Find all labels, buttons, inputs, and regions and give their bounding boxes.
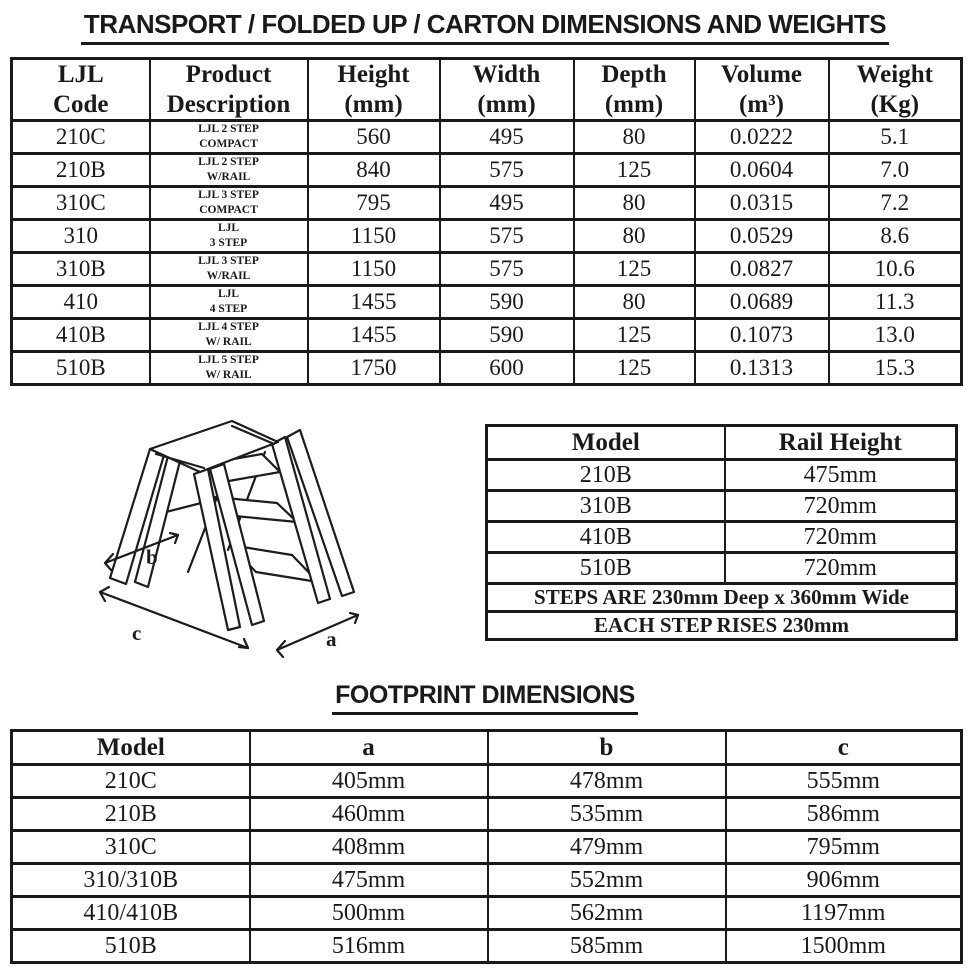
desc-line: LJL 4 STEP bbox=[198, 321, 259, 334]
table-row bbox=[487, 460, 957, 491]
cell-b: 562mm bbox=[488, 897, 726, 930]
cell-a: 405mm bbox=[250, 765, 488, 798]
cell-depth: 125 bbox=[574, 319, 695, 352]
cell-width: 600 bbox=[440, 352, 574, 385]
table-row bbox=[487, 491, 957, 522]
header-line: (m³) bbox=[739, 90, 784, 118]
column-header-ljl-code bbox=[12, 59, 150, 121]
desc-line: LJL 3 STEP bbox=[198, 255, 259, 268]
column-header-a: a bbox=[250, 731, 488, 765]
rail-header-row bbox=[487, 426, 957, 460]
table-row bbox=[487, 522, 957, 553]
cell-weight: 8.6 bbox=[829, 220, 962, 253]
cell-model: 410/410B bbox=[12, 897, 250, 930]
desc-line: 4 STEP bbox=[209, 303, 248, 315]
cell-weight: 7.2 bbox=[829, 187, 962, 220]
table-row bbox=[12, 930, 962, 963]
header-line: Description bbox=[166, 90, 291, 118]
cell-ljl-code: 310B bbox=[12, 253, 150, 286]
header-line: (Kg) bbox=[870, 90, 920, 118]
desc-line: W/RAIL bbox=[206, 270, 251, 282]
cell-b: 478mm bbox=[488, 765, 726, 798]
desc-line: COMPACT bbox=[199, 138, 258, 150]
cell-volume: 0.1313 bbox=[695, 352, 829, 385]
desc-line: LJL bbox=[217, 288, 240, 301]
cell-ljl-code: 310 bbox=[12, 220, 150, 253]
desc-line: W/ RAIL bbox=[205, 369, 252, 381]
cell-depth: 125 bbox=[574, 253, 695, 286]
cell-weight: 7.0 bbox=[829, 154, 962, 187]
cell-volume: 0.0604 bbox=[695, 154, 829, 187]
step-ladder-diagram bbox=[80, 402, 460, 667]
cell-model: 410B bbox=[487, 522, 725, 553]
cell-model: 210B bbox=[487, 460, 725, 491]
cell-height: 840 bbox=[308, 154, 440, 187]
header-line: Code bbox=[52, 90, 109, 118]
column-header-depth bbox=[574, 59, 695, 121]
desc-line: W/RAIL bbox=[206, 171, 251, 183]
footprint-header-row bbox=[12, 731, 962, 765]
cell-volume: 0.1073 bbox=[695, 319, 829, 352]
cell-ljl-code: 410 bbox=[12, 286, 150, 319]
header-line: Product bbox=[185, 61, 272, 88]
cell-width: 495 bbox=[440, 121, 574, 154]
arrowhead bbox=[170, 533, 178, 535]
carton-header-row bbox=[12, 59, 962, 121]
cell-width: 575 bbox=[440, 220, 574, 253]
cell-depth: 125 bbox=[574, 154, 695, 187]
cell-weight: 10.6 bbox=[829, 253, 962, 286]
column-header-product-description bbox=[150, 59, 308, 121]
cell-model: 310/310B bbox=[12, 864, 250, 897]
cell-height: 1455 bbox=[308, 319, 440, 352]
cell-weight: 15.3 bbox=[829, 352, 962, 385]
desc-line: LJL bbox=[217, 222, 240, 235]
table-row bbox=[12, 798, 962, 831]
cell-model: 310C bbox=[12, 831, 250, 864]
cell-model: 210C bbox=[12, 765, 250, 798]
cell-rail-height: 720mm bbox=[725, 522, 957, 553]
note-steps-size: STEPS ARE 230mm Deep x 360mm Wide bbox=[487, 584, 957, 612]
header-line: Weight bbox=[856, 61, 933, 88]
arrowhead bbox=[350, 613, 358, 615]
table-row bbox=[12, 831, 962, 864]
cell-volume: 0.0529 bbox=[695, 220, 829, 253]
cell-b: 535mm bbox=[488, 798, 726, 831]
cell-volume: 0.0222 bbox=[695, 121, 829, 154]
cell-height: 1150 bbox=[308, 253, 440, 286]
header-line: Volume bbox=[720, 61, 803, 88]
cell-product-description bbox=[150, 286, 308, 319]
cell-width: 575 bbox=[440, 154, 574, 187]
column-header-rail-height: Rail Height bbox=[725, 426, 957, 460]
cell-rail-height: 475mm bbox=[725, 460, 957, 491]
cell-a: 516mm bbox=[250, 930, 488, 963]
cell-a: 408mm bbox=[250, 831, 488, 864]
cell-model: 210B bbox=[12, 798, 250, 831]
cell-product-description bbox=[150, 154, 308, 187]
cell-width: 495 bbox=[440, 187, 574, 220]
cell-width: 575 bbox=[440, 253, 574, 286]
column-header-width bbox=[440, 59, 574, 121]
main-title bbox=[0, 9, 970, 45]
cell-c: 795mm bbox=[726, 831, 962, 864]
cell-volume: 0.0827 bbox=[695, 253, 829, 286]
desc-line: 3 STEP bbox=[209, 237, 248, 249]
footprint-title bbox=[0, 681, 970, 715]
table-row bbox=[12, 864, 962, 897]
cell-rail-height: 720mm bbox=[725, 491, 957, 522]
cell-product-description bbox=[150, 220, 308, 253]
column-header-model: Model bbox=[487, 426, 725, 460]
cell-weight: 13.0 bbox=[829, 319, 962, 352]
cell-c: 555mm bbox=[726, 765, 962, 798]
column-header-model: Model bbox=[12, 731, 250, 765]
cell-weight: 11.3 bbox=[829, 286, 962, 319]
cell-depth: 80 bbox=[574, 121, 695, 154]
desc-line: LJL 5 STEP bbox=[198, 354, 259, 367]
dimension-label-b: b bbox=[146, 545, 158, 569]
table-row bbox=[12, 897, 962, 930]
rail-height-table bbox=[485, 424, 958, 641]
cell-height: 1455 bbox=[308, 286, 440, 319]
cell-volume: 0.0315 bbox=[695, 187, 829, 220]
cell-ljl-code: 310C bbox=[12, 187, 150, 220]
desc-line: COMPACT bbox=[199, 204, 258, 216]
column-header-volume bbox=[695, 59, 829, 121]
table-row bbox=[12, 253, 962, 286]
column-header-weight bbox=[829, 59, 962, 121]
cell-height: 795 bbox=[308, 187, 440, 220]
cell-ljl-code: 510B bbox=[12, 352, 150, 385]
cell-height: 1150 bbox=[308, 220, 440, 253]
dimension-line-a bbox=[277, 615, 358, 650]
cell-product-description bbox=[150, 187, 308, 220]
cell-product-description bbox=[150, 253, 308, 286]
cell-c: 586mm bbox=[726, 798, 962, 831]
desc-line: W/ RAIL bbox=[205, 336, 252, 348]
header-line: Width bbox=[472, 61, 541, 88]
header-line: Depth bbox=[601, 61, 667, 88]
cell-weight: 5.1 bbox=[829, 121, 962, 154]
cell-ljl-code: 210B bbox=[12, 154, 150, 187]
cell-c: 906mm bbox=[726, 864, 962, 897]
cell-width: 590 bbox=[440, 319, 574, 352]
cell-height: 560 bbox=[308, 121, 440, 154]
table-row bbox=[12, 121, 962, 154]
main-title-text: TRANSPORT / FOLDED UP / CARTON DIMENSIONS AND WEIGHTS bbox=[81, 9, 889, 45]
footprint-dimensions-table bbox=[10, 729, 963, 964]
cell-b: 479mm bbox=[488, 831, 726, 864]
header-line: LJL bbox=[57, 61, 104, 88]
header-line: Height bbox=[337, 61, 410, 88]
cell-a: 500mm bbox=[250, 897, 488, 930]
cell-b: 585mm bbox=[488, 930, 726, 963]
desc-line: LJL 3 STEP bbox=[198, 189, 259, 202]
table-row bbox=[12, 286, 962, 319]
header-line: (mm) bbox=[604, 90, 664, 118]
cell-product-description bbox=[150, 319, 308, 352]
cell-ljl-code: 410B bbox=[12, 319, 150, 352]
desc-line: LJL 2 STEP bbox=[198, 123, 259, 136]
cell-rail-height: 720mm bbox=[725, 553, 957, 584]
header-line: (mm) bbox=[477, 90, 536, 118]
carton-dimensions-table bbox=[10, 57, 963, 386]
cell-c: 1500mm bbox=[726, 930, 962, 963]
dimension-label-a: a bbox=[326, 627, 337, 651]
header-line: (mm) bbox=[344, 90, 403, 118]
note-step-rise: EACH STEP RISES 230mm bbox=[487, 612, 957, 640]
desc-line: LJL 2 STEP bbox=[198, 156, 259, 169]
cell-depth: 80 bbox=[574, 220, 695, 253]
arrowhead bbox=[105, 563, 111, 570]
cell-ljl-code: 210C bbox=[12, 121, 150, 154]
cell-c: 1197mm bbox=[726, 897, 962, 930]
cell-model: 310B bbox=[487, 491, 725, 522]
cell-model: 510B bbox=[487, 553, 725, 584]
table-row bbox=[487, 553, 957, 584]
cell-depth: 80 bbox=[574, 286, 695, 319]
column-header-b: b bbox=[488, 731, 726, 765]
table-row bbox=[12, 352, 962, 385]
table-row bbox=[12, 319, 962, 352]
arrowhead bbox=[277, 650, 283, 657]
table-row bbox=[12, 765, 962, 798]
cell-width: 590 bbox=[440, 286, 574, 319]
cell-product-description bbox=[150, 121, 308, 154]
dimension-label-c: c bbox=[132, 621, 142, 645]
cell-volume: 0.0689 bbox=[695, 286, 829, 319]
column-header-height bbox=[308, 59, 440, 121]
table-row-note bbox=[487, 584, 957, 612]
cell-height: 1750 bbox=[308, 352, 440, 385]
table-row-note bbox=[487, 612, 957, 640]
table-row bbox=[12, 220, 962, 253]
table-row bbox=[12, 154, 962, 187]
cell-model: 510B bbox=[12, 930, 250, 963]
cell-product-description bbox=[150, 352, 308, 385]
arrowhead bbox=[100, 587, 109, 592]
cell-a: 460mm bbox=[250, 798, 488, 831]
cell-depth: 80 bbox=[574, 187, 695, 220]
cell-depth: 125 bbox=[574, 352, 695, 385]
footprint-title-text: FOOTPRINT DIMENSIONS bbox=[332, 681, 638, 715]
cell-a: 475mm bbox=[250, 864, 488, 897]
cell-b: 552mm bbox=[488, 864, 726, 897]
table-row bbox=[12, 187, 962, 220]
column-header-c: c bbox=[726, 731, 962, 765]
